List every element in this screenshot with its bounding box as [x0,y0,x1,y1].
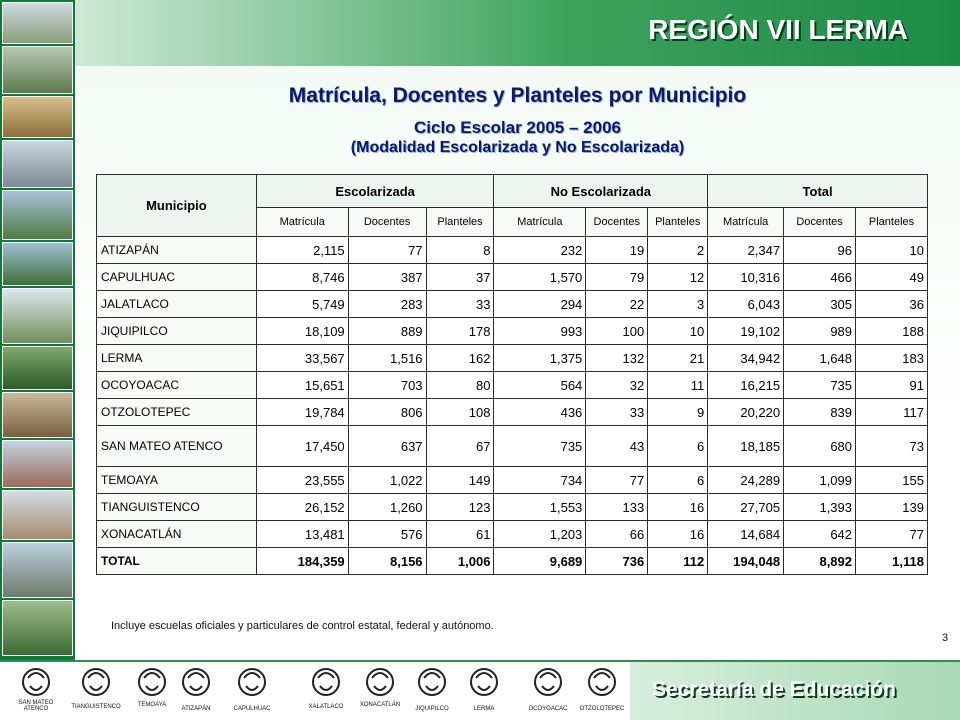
table-row [97,426,928,467]
value-cell: 1,393 [784,494,856,521]
municipio-cell: TEMOAYA [97,467,257,494]
san-mateo-atenco-glyph-icon [18,664,54,700]
xonacatlan-glyph-icon [362,664,398,700]
municipio-glyph-label: CAPULHUAC [233,706,271,712]
value-cell: 26,152 [256,494,348,521]
capulhuac-glyph-icon [234,664,270,700]
slide-title: Matrícula, Docentes y Planteles por Municipio [288,84,747,107]
municipio-cell: JIQUIPILCO [97,318,257,345]
municipio-glyph-label: XONACATLÁN [359,702,401,708]
table-row [97,291,928,318]
value-cell: 1,375 [494,345,586,372]
value-cell: 1,203 [494,521,586,548]
municipio-cell: CAPULHUAC [97,264,257,291]
table-body [97,237,928,575]
landscape-photo [2,140,73,188]
secretaria-label: Secretaría de Educación [652,678,896,701]
municipio-cell: OTZOLOTEPEC [97,399,257,426]
municipio-glyph-label: JIQUIPILCO [415,706,449,712]
municipio-cell: ATIZAPÁN [97,237,257,264]
landscape-photo [2,440,73,488]
table-row [97,345,928,372]
value-cell: 34,942 [708,345,784,372]
value-cell: 15,651 [256,372,348,399]
value-cell: 466 [784,264,856,291]
landscape-photo [2,490,73,540]
municipio-glyph-label: OTZOLOTEPEC [579,706,625,712]
value-cell: 17,450 [256,426,348,467]
value-cell: 387 [348,264,426,291]
value-cell: 80 [426,372,494,399]
table-row [97,372,928,399]
value-cell: 22 [586,291,648,318]
value-cell: 305 [784,291,856,318]
value-cell: 33 [426,291,494,318]
landscape-photo [2,242,73,286]
value-cell: 16,215 [708,372,784,399]
subheader-planteles: Planteles [426,208,494,237]
landscape-photo [2,346,73,390]
xalatlaco-glyph-icon [308,664,344,700]
municipio-glyph-label: XALATLACO [308,704,344,710]
value-cell: 9,689 [494,548,586,575]
value-cell: 16 [648,494,708,521]
value-cell: 2,115 [256,237,348,264]
value-cell: 18,109 [256,318,348,345]
value-cell: 8,892 [784,548,856,575]
value-cell: 3 [648,291,708,318]
table-row [97,399,928,426]
group-header-no-escolarizada: No Escolarizada [494,175,708,208]
value-cell: 989 [784,318,856,345]
value-cell: 1,118 [856,548,928,575]
value-cell: 10 [648,318,708,345]
municipio-cell: JALATLACO [97,291,257,318]
value-cell: 2 [648,237,708,264]
value-cell: 6 [648,426,708,467]
value-cell: 283 [348,291,426,318]
value-cell: 1,022 [348,467,426,494]
value-cell: 9 [648,399,708,426]
value-cell: 8,156 [348,548,426,575]
value-cell: 188 [856,318,928,345]
jiquipilco-glyph-icon [414,664,450,700]
value-cell: 96 [784,237,856,264]
value-cell: 79 [586,264,648,291]
value-cell: 66 [586,521,648,548]
value-cell: 139 [856,494,928,521]
subheader-docentes: Docentes [348,208,426,237]
municipio-header: Municipio [97,175,257,237]
value-cell: 183 [856,345,928,372]
value-cell: 77 [856,521,928,548]
value-cell: 12 [648,264,708,291]
value-cell: 194,048 [708,548,784,575]
value-cell: 10 [856,237,928,264]
value-cell: 18,185 [708,426,784,467]
value-cell: 839 [784,399,856,426]
municipio-cell: SAN MATEO ATENCO [97,426,257,467]
municipio-cell: XONACATLÁN [97,521,257,548]
tianguistenco-glyph-icon [78,664,114,700]
value-cell: 21 [648,345,708,372]
landscape-photo [2,288,73,344]
landscape-photo [2,96,73,138]
value-cell: 37 [426,264,494,291]
value-cell: 100 [586,318,648,345]
table-row [97,264,928,291]
value-cell: 13,481 [256,521,348,548]
value-cell: 27,705 [708,494,784,521]
value-cell: 32 [586,372,648,399]
value-cell: 133 [586,494,648,521]
temoaya-glyph-icon [134,664,170,700]
value-cell: 2,347 [708,237,784,264]
value-cell: 993 [494,318,586,345]
value-cell: 117 [856,399,928,426]
table-group-header-row [97,175,928,208]
value-cell: 1,516 [348,345,426,372]
value-cell: 1,006 [426,548,494,575]
value-cell: 43 [586,426,648,467]
table-row [97,318,928,345]
landscape-photo [2,392,73,438]
value-cell: 734 [494,467,586,494]
value-cell: 16 [648,521,708,548]
landscape-photo [2,190,73,240]
ocoyoacac-glyph-icon [530,664,566,700]
slide-subtitle: Ciclo Escolar 2005 – 2006 [414,118,621,137]
atizapan-glyph-icon [178,664,214,700]
value-cell: 436 [494,399,586,426]
value-cell: 564 [494,372,586,399]
subheader-planteles: Planteles [856,208,928,237]
slide-subtitle-modalidad: (Modalidad Escolarizada y No Escolarizada) [350,139,685,156]
municipio-glyph-label: ATIZAPÁN [181,706,211,712]
municipio-glyph-label: TIANGUISTENCO [71,704,121,710]
value-cell: 19,784 [256,399,348,426]
table-row [97,467,928,494]
value-cell: 33,567 [256,345,348,372]
value-cell: 61 [426,521,494,548]
municipio-cell: TOTAL [97,548,257,575]
value-cell: 1,570 [494,264,586,291]
municipio-cell: LERMA [97,345,257,372]
page-number: 3 [942,632,949,644]
landscape-photo [2,600,73,656]
footnote: Incluye escuelas oficiales y particulares de control estatal, federal y autónomo. [111,620,494,632]
value-cell: 178 [426,318,494,345]
value-cell: 112 [648,548,708,575]
value-cell: 576 [348,521,426,548]
value-cell: 6 [648,467,708,494]
value-cell: 67 [426,426,494,467]
municipio-glyph-label: LERMA [473,706,495,712]
value-cell: 889 [348,318,426,345]
subheader-matricula: Matrícula [494,208,586,237]
photo-strip [0,0,75,660]
table-row [97,494,928,521]
group-header-escolarizada: Escolarizada [256,175,494,208]
value-cell: 73 [856,426,928,467]
value-cell: 162 [426,345,494,372]
value-cell: 680 [784,426,856,467]
value-cell: 1,260 [348,494,426,521]
value-cell: 642 [784,521,856,548]
municipio-cell: OCOYOACAC [97,372,257,399]
municipio-glyph-label: TEMOAYA [137,702,167,708]
landscape-photo [2,2,73,44]
value-cell: 20,220 [708,399,784,426]
value-cell: 91 [856,372,928,399]
value-cell: 123 [426,494,494,521]
value-cell: 132 [586,345,648,372]
value-cell: 736 [586,548,648,575]
municipio-glyph-label: OCOYOACAC [528,706,568,712]
value-cell: 184,359 [256,548,348,575]
value-cell: 108 [426,399,494,426]
value-cell: 11 [648,372,708,399]
lerma-glyph-icon [466,664,502,700]
subheader-matricula: Matrícula [256,208,348,237]
subheader-matricula: Matrícula [708,208,784,237]
municipio-glyph-label: SAN MATEO ATENCO [18,700,54,712]
value-cell: 735 [494,426,586,467]
value-cell: 77 [586,467,648,494]
value-cell: 6,043 [708,291,784,318]
table-row [97,521,928,548]
value-cell: 33 [586,399,648,426]
value-cell: 294 [494,291,586,318]
enrollment-table [96,174,928,575]
value-cell: 703 [348,372,426,399]
value-cell: 8 [426,237,494,264]
value-cell: 5,749 [256,291,348,318]
group-header-total: Total [708,175,928,208]
value-cell: 49 [856,264,928,291]
value-cell: 23,555 [256,467,348,494]
region-title: REGIÓN VII LERMA [648,14,908,45]
value-cell: 637 [348,426,426,467]
value-cell: 77 [348,237,426,264]
value-cell: 1,099 [784,467,856,494]
value-cell: 8,746 [256,264,348,291]
value-cell: 19 [586,237,648,264]
otzolotepec-glyph-icon [584,664,620,700]
subheader-docentes: Docentes [586,208,648,237]
value-cell: 14,684 [708,521,784,548]
value-cell: 735 [784,372,856,399]
municipio-cell: TIANGUISTENCO [97,494,257,521]
subheader-docentes: Docentes [784,208,856,237]
landscape-photo [2,46,73,94]
value-cell: 36 [856,291,928,318]
value-cell: 19,102 [708,318,784,345]
value-cell: 10,316 [708,264,784,291]
landscape-photo [2,542,73,598]
value-cell: 232 [494,237,586,264]
value-cell: 1,648 [784,345,856,372]
value-cell: 1,553 [494,494,586,521]
value-cell: 155 [856,467,928,494]
value-cell: 149 [426,467,494,494]
table-total-row [97,548,928,575]
value-cell: 806 [348,399,426,426]
table-row [97,237,928,264]
value-cell: 24,289 [708,467,784,494]
subheader-planteles: Planteles [648,208,708,237]
